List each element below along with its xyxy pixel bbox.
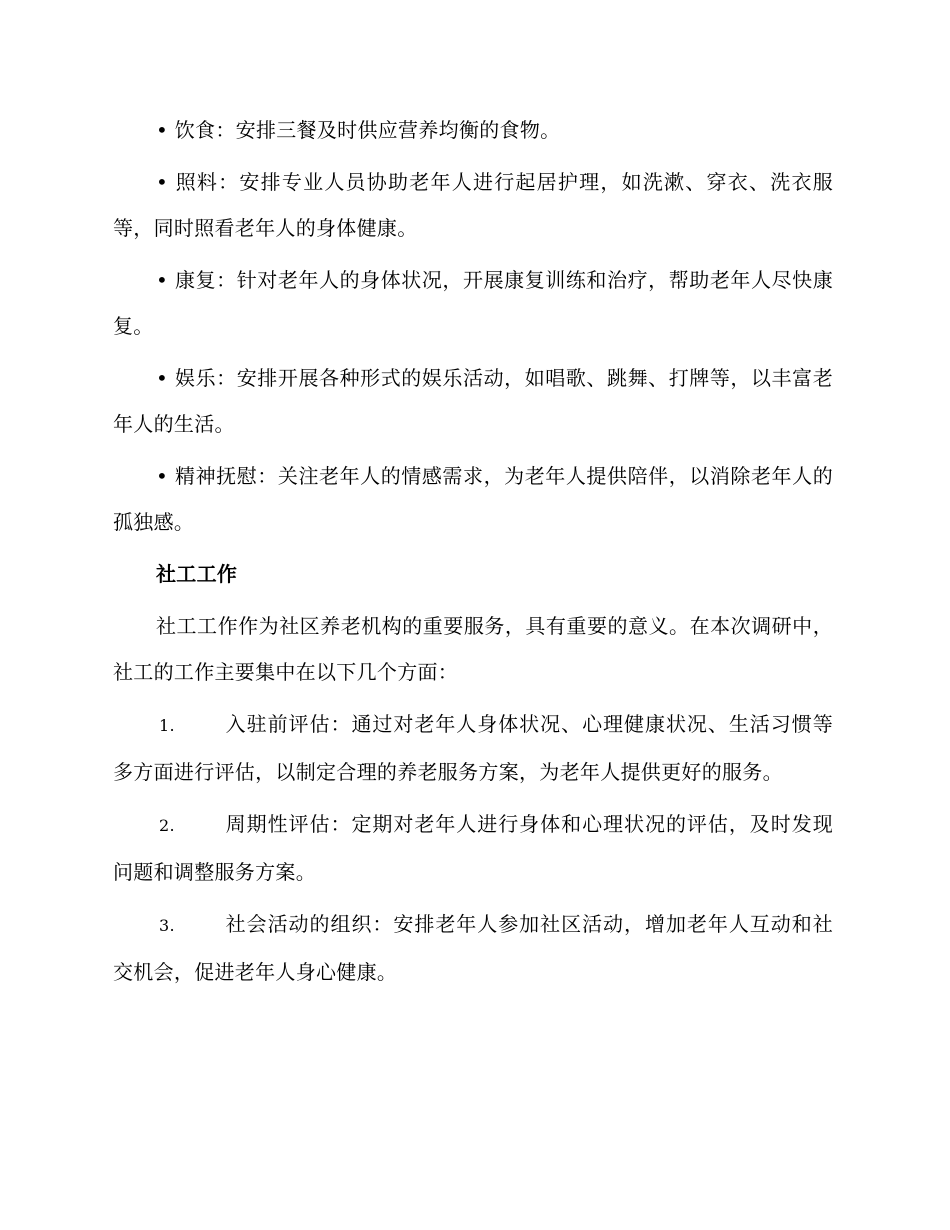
- item-number: 3.: [159, 916, 175, 935]
- section-heading: 社工工作: [156, 562, 238, 586]
- document-page: [113, 107, 833, 1001]
- numbered-item: [113, 901, 833, 995]
- section-intro: 社工工作作为社区养老机构的重要服务，具有重要的意义。在本次调研中，社工的工作主要集中在以下几个方面：: [113, 614, 833, 684]
- item-number: 1.: [159, 716, 175, 735]
- care-item-diet: • 饮食：安排三餐及时供应营养均衡的食物。: [156, 118, 561, 142]
- numbered-item: [113, 801, 833, 895]
- numbered-item: [113, 701, 833, 795]
- item-text: 入驻前评估：通过对老年人身体状况、心理健康状况、生活习惯等多方面进行评估，以制定合理的养老服务方案，为老年人提供更好的服务。: [113, 712, 833, 784]
- item-number: 2.: [159, 816, 175, 835]
- item-text: 社会活动的组织：安排老年人参加社区活动，增加老年人互动和社交机会，促进老年人身心健康。: [113, 912, 833, 984]
- care-item-spiritual: • 精神抚慰：关注老年人的情感需求，为老年人提供陪伴，以消除老年人的孤独感。: [113, 464, 833, 534]
- care-item-rehab: • 康复：针对老年人的身体状况，开展康复训练和治疗，帮助老年人尽快康复。: [113, 268, 833, 338]
- care-item-entertainment: • 娱乐：安排开展各种形式的娱乐活动，如唱歌、跳舞、打牌等，以丰富老年人的生活。: [113, 366, 833, 436]
- care-item-care: • 照料：安排专业人员协助老年人进行起居护理，如洗漱、穿衣、洗衣服等，同时照看老年人的身体健康。: [113, 170, 833, 240]
- item-text: 周期性评估：定期对老年人进行身体和心理状况的评估，及时发现问题和调整服务方案。: [113, 812, 833, 884]
